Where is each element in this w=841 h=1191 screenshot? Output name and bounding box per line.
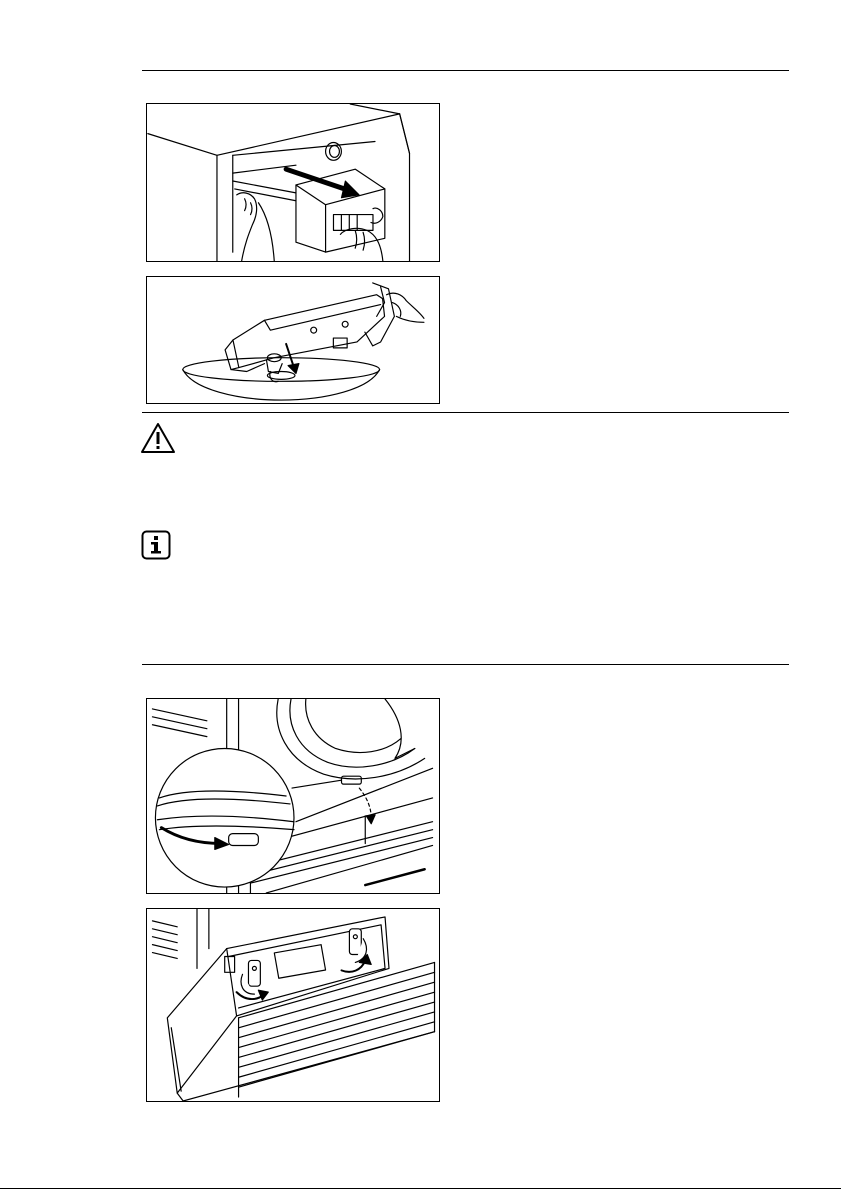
information-icon bbox=[141, 530, 171, 560]
section-divider-condenser bbox=[142, 664, 789, 665]
section-divider-top bbox=[142, 70, 789, 71]
figure-open-lower-door bbox=[146, 698, 440, 894]
figure-empty-water-container bbox=[146, 276, 440, 404]
page-edge bbox=[0, 1188, 841, 1189]
figure-pull-out-water-container bbox=[146, 103, 440, 262]
section-divider-notes bbox=[142, 412, 789, 413]
figure-turn-condenser-levers bbox=[146, 908, 440, 1102]
warning-triangle-icon bbox=[140, 422, 176, 454]
